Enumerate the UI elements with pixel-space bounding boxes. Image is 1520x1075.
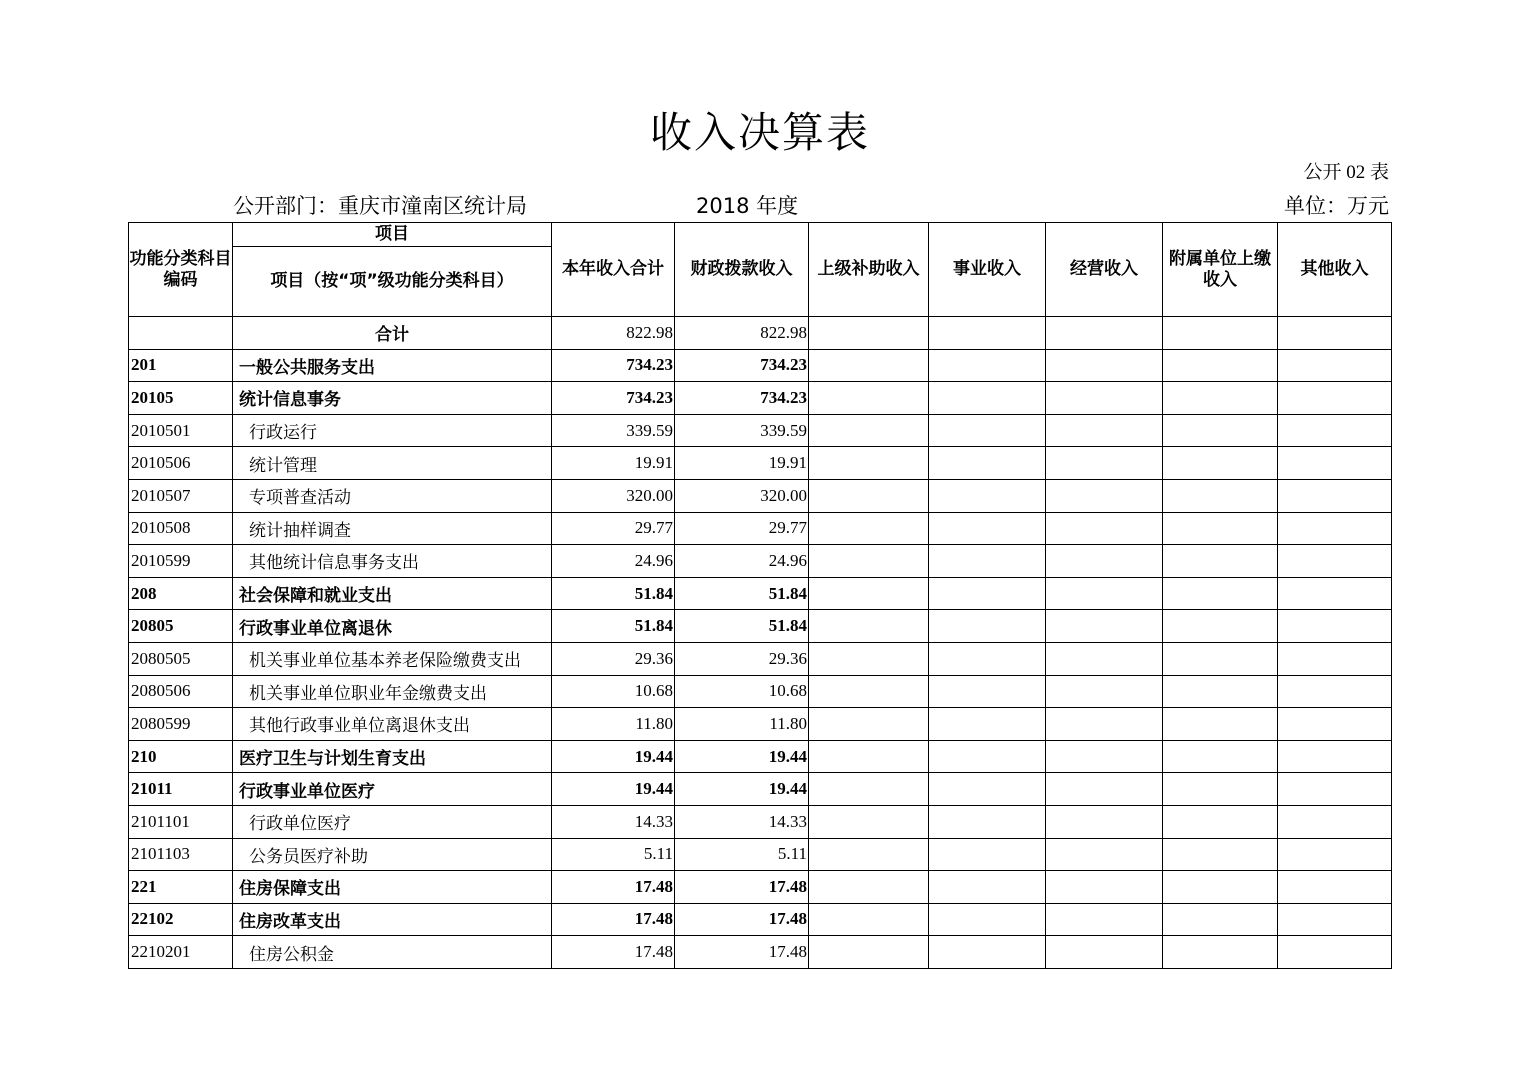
cell-name: 住房改革支出	[233, 903, 552, 936]
cell-total: 29.77	[552, 512, 675, 545]
cell-code: 2010501	[129, 414, 233, 447]
table-row	[129, 708, 1392, 741]
cell-code: 2010508	[129, 512, 233, 545]
cell-business	[929, 349, 1046, 382]
cell-other	[1278, 317, 1392, 350]
cell-affiliate	[1163, 382, 1278, 415]
cell-superior	[809, 317, 929, 350]
table-row	[129, 577, 1392, 610]
cell-fiscal: 19.44	[675, 740, 809, 773]
cell-operation	[1046, 740, 1163, 773]
cell-operation	[1046, 805, 1163, 838]
cell-affiliate	[1163, 349, 1278, 382]
department-label: 公开部门：重庆市潼南区统计局	[233, 194, 527, 218]
table-row	[129, 545, 1392, 578]
table-row	[129, 871, 1392, 904]
header-other: 其他收入	[1278, 223, 1392, 317]
cell-code: 21011	[129, 773, 233, 806]
cell-superior	[809, 414, 929, 447]
table-row	[129, 479, 1392, 512]
cell-business	[929, 773, 1046, 806]
cell-name: 行政事业单位医疗	[233, 773, 552, 806]
cell-total: 734.23	[552, 349, 675, 382]
cell-other	[1278, 675, 1392, 708]
cell-fiscal: 17.48	[675, 871, 809, 904]
cell-code: 2010507	[129, 479, 233, 512]
cell-business	[929, 675, 1046, 708]
cell-operation	[1046, 317, 1163, 350]
cell-business	[929, 740, 1046, 773]
cell-total: 51.84	[552, 610, 675, 643]
header-affiliate: 附属单位上缴收入	[1163, 223, 1278, 317]
table-row	[129, 382, 1392, 415]
cell-affiliate	[1163, 903, 1278, 936]
cell-fiscal: 29.36	[675, 642, 809, 675]
cell-business	[929, 871, 1046, 904]
cell-affiliate	[1163, 642, 1278, 675]
cell-code: 210	[129, 740, 233, 773]
cell-superior	[809, 610, 929, 643]
income-table	[128, 222, 1392, 969]
cell-business	[929, 903, 1046, 936]
cell-affiliate	[1163, 675, 1278, 708]
cell-superior	[809, 545, 929, 578]
cell-name: 行政事业单位离退休	[233, 610, 552, 643]
cell-operation	[1046, 936, 1163, 969]
cell-superior	[809, 936, 929, 969]
table-row	[129, 936, 1392, 969]
cell-business	[929, 610, 1046, 643]
cell-operation	[1046, 349, 1163, 382]
cell-total: 17.48	[552, 871, 675, 904]
cell-fiscal: 29.77	[675, 512, 809, 545]
cell-operation	[1046, 903, 1163, 936]
cell-total: 24.96	[552, 545, 675, 578]
cell-other	[1278, 740, 1392, 773]
cell-other	[1278, 936, 1392, 969]
table-row	[129, 838, 1392, 871]
cell-operation	[1046, 447, 1163, 480]
cell-affiliate	[1163, 805, 1278, 838]
cell-fiscal: 5.11	[675, 838, 809, 871]
cell-code: 2010599	[129, 545, 233, 578]
cell-name: 机关事业单位基本养老保险缴费支出	[233, 642, 552, 675]
cell-fiscal: 24.96	[675, 545, 809, 578]
cell-operation	[1046, 871, 1163, 904]
table-row	[129, 740, 1392, 773]
cell-other	[1278, 512, 1392, 545]
cell-total: 19.44	[552, 773, 675, 806]
cell-other	[1278, 610, 1392, 643]
header-project-group: 项目	[233, 223, 552, 247]
cell-name: 统计管理	[233, 447, 552, 480]
cell-total: 19.44	[552, 740, 675, 773]
cell-other	[1278, 871, 1392, 904]
cell-superior	[809, 675, 929, 708]
cell-name: 行政运行	[233, 414, 552, 447]
cell-fiscal: 14.33	[675, 805, 809, 838]
cell-operation	[1046, 642, 1163, 675]
cell-business	[929, 414, 1046, 447]
cell-name: 行政单位医疗	[233, 805, 552, 838]
table-row	[129, 642, 1392, 675]
cell-name: 公务员医疗补助	[233, 838, 552, 871]
header-fiscal: 财政拨款收入	[675, 223, 809, 317]
cell-name: 机关事业单位职业年金缴费支出	[233, 675, 552, 708]
cell-business	[929, 382, 1046, 415]
cell-name: 专项普查活动	[233, 479, 552, 512]
total-row	[129, 317, 1392, 350]
cell-operation	[1046, 414, 1163, 447]
cell-code: 201	[129, 349, 233, 382]
cell-fiscal: 51.84	[675, 610, 809, 643]
cell-operation	[1046, 479, 1163, 512]
cell-operation	[1046, 610, 1163, 643]
cell-business	[929, 936, 1046, 969]
cell-superior	[809, 708, 929, 741]
table-row	[129, 903, 1392, 936]
cell-name: 一般公共服务支出	[233, 349, 552, 382]
cell-business	[929, 838, 1046, 871]
cell-fiscal: 19.91	[675, 447, 809, 480]
cell-other	[1278, 773, 1392, 806]
table-row	[129, 675, 1392, 708]
cell-fiscal: 10.68	[675, 675, 809, 708]
table-row	[129, 447, 1392, 480]
cell-name: 住房公积金	[233, 936, 552, 969]
table-code: 公开 02 表	[1303, 162, 1389, 183]
cell-name: 住房保障支出	[233, 871, 552, 904]
table-row	[129, 773, 1392, 806]
cell-business	[929, 447, 1046, 480]
cell-operation	[1046, 382, 1163, 415]
cell-business	[929, 642, 1046, 675]
cell-code	[129, 317, 233, 350]
cell-operation	[1046, 773, 1163, 806]
cell-code: 2080599	[129, 708, 233, 741]
cell-business	[929, 317, 1046, 350]
cell-name: 社会保障和就业支出	[233, 577, 552, 610]
header-operation: 经营收入	[1046, 223, 1163, 317]
cell-total: 19.91	[552, 447, 675, 480]
cell-other	[1278, 545, 1392, 578]
cell-other	[1278, 349, 1392, 382]
cell-code: 2010506	[129, 447, 233, 480]
cell-total: 51.84	[552, 577, 675, 610]
cell-code: 2101103	[129, 838, 233, 871]
cell-other	[1278, 414, 1392, 447]
cell-superior	[809, 838, 929, 871]
cell-fiscal: 17.48	[675, 903, 809, 936]
cell-superior	[809, 740, 929, 773]
cell-business	[929, 512, 1046, 545]
cell-other	[1278, 805, 1392, 838]
cell-name: 统计抽样调查	[233, 512, 552, 545]
cell-operation	[1046, 577, 1163, 610]
cell-superior	[809, 479, 929, 512]
cell-superior	[809, 382, 929, 415]
table-row	[129, 349, 1392, 382]
header-total: 本年收入合计	[552, 223, 675, 317]
cell-fiscal: 734.23	[675, 349, 809, 382]
cell-code: 2101101	[129, 805, 233, 838]
cell-code: 221	[129, 871, 233, 904]
year-label: 2018 年度	[696, 194, 799, 218]
cell-superior	[809, 805, 929, 838]
cell-superior	[809, 447, 929, 480]
cell-superior	[809, 871, 929, 904]
cell-other	[1278, 577, 1392, 610]
cell-fiscal: 734.23	[675, 382, 809, 415]
unit-label: 单位：万元	[1284, 194, 1389, 218]
cell-code: 2080506	[129, 675, 233, 708]
cell-superior	[809, 512, 929, 545]
cell-total: 10.68	[552, 675, 675, 708]
header-superior: 上级补助收入	[809, 223, 929, 317]
cell-operation	[1046, 675, 1163, 708]
cell-affiliate	[1163, 512, 1278, 545]
cell-other	[1278, 708, 1392, 741]
cell-affiliate	[1163, 871, 1278, 904]
cell-other	[1278, 903, 1392, 936]
cell-superior	[809, 773, 929, 806]
cell-total: 11.80	[552, 708, 675, 741]
cell-total: 822.98	[552, 317, 675, 350]
table-header	[129, 223, 1392, 317]
cell-total: 17.48	[552, 903, 675, 936]
cell-code: 20105	[129, 382, 233, 415]
cell-total: 14.33	[552, 805, 675, 838]
table-row	[129, 610, 1392, 643]
cell-superior	[809, 349, 929, 382]
cell-other	[1278, 382, 1392, 415]
cell-business	[929, 577, 1046, 610]
cell-affiliate	[1163, 414, 1278, 447]
table-row	[129, 512, 1392, 545]
cell-code: 208	[129, 577, 233, 610]
cell-total: 17.48	[552, 936, 675, 969]
cell-name: 合计	[233, 317, 552, 350]
cell-fiscal: 822.98	[675, 317, 809, 350]
cell-operation	[1046, 545, 1163, 578]
cell-fiscal: 19.44	[675, 773, 809, 806]
cell-business	[929, 479, 1046, 512]
cell-other	[1278, 479, 1392, 512]
cell-other	[1278, 447, 1392, 480]
cell-code: 20805	[129, 610, 233, 643]
table-row	[129, 805, 1392, 838]
cell-operation	[1046, 708, 1163, 741]
header-name: 项目（按“项”级功能分类科目）	[233, 247, 552, 317]
cell-name: 医疗卫生与计划生育支出	[233, 740, 552, 773]
table-row	[129, 414, 1392, 447]
cell-affiliate	[1163, 708, 1278, 741]
cell-total: 734.23	[552, 382, 675, 415]
cell-business	[929, 805, 1046, 838]
cell-fiscal: 51.84	[675, 577, 809, 610]
header-business: 事业收入	[929, 223, 1046, 317]
cell-code: 22102	[129, 903, 233, 936]
cell-operation	[1046, 512, 1163, 545]
cell-other	[1278, 642, 1392, 675]
cell-affiliate	[1163, 545, 1278, 578]
cell-operation	[1046, 838, 1163, 871]
cell-affiliate	[1163, 773, 1278, 806]
cell-fiscal: 320.00	[675, 479, 809, 512]
cell-superior	[809, 903, 929, 936]
cell-total: 339.59	[552, 414, 675, 447]
cell-superior	[809, 642, 929, 675]
header-code: 功能分类科目编码	[129, 223, 233, 317]
cell-name: 其他统计信息事务支出	[233, 545, 552, 578]
cell-business	[929, 708, 1046, 741]
cell-name: 其他行政事业单位离退休支出	[233, 708, 552, 741]
cell-affiliate	[1163, 740, 1278, 773]
cell-fiscal: 17.48	[675, 936, 809, 969]
cell-code: 2080505	[129, 642, 233, 675]
cell-affiliate	[1163, 447, 1278, 480]
cell-fiscal: 11.80	[675, 708, 809, 741]
page-title: 收入决算表	[649, 108, 870, 157]
cell-affiliate	[1163, 610, 1278, 643]
cell-name: 统计信息事务	[233, 382, 552, 415]
cell-other	[1278, 838, 1392, 871]
cell-total: 5.11	[552, 838, 675, 871]
cell-total: 29.36	[552, 642, 675, 675]
cell-affiliate	[1163, 936, 1278, 969]
cell-affiliate	[1163, 317, 1278, 350]
cell-fiscal: 339.59	[675, 414, 809, 447]
cell-business	[929, 545, 1046, 578]
cell-affiliate	[1163, 577, 1278, 610]
cell-affiliate	[1163, 479, 1278, 512]
cell-code: 2210201	[129, 936, 233, 969]
cell-affiliate	[1163, 838, 1278, 871]
cell-total: 320.00	[552, 479, 675, 512]
cell-superior	[809, 577, 929, 610]
table-body	[129, 317, 1392, 969]
